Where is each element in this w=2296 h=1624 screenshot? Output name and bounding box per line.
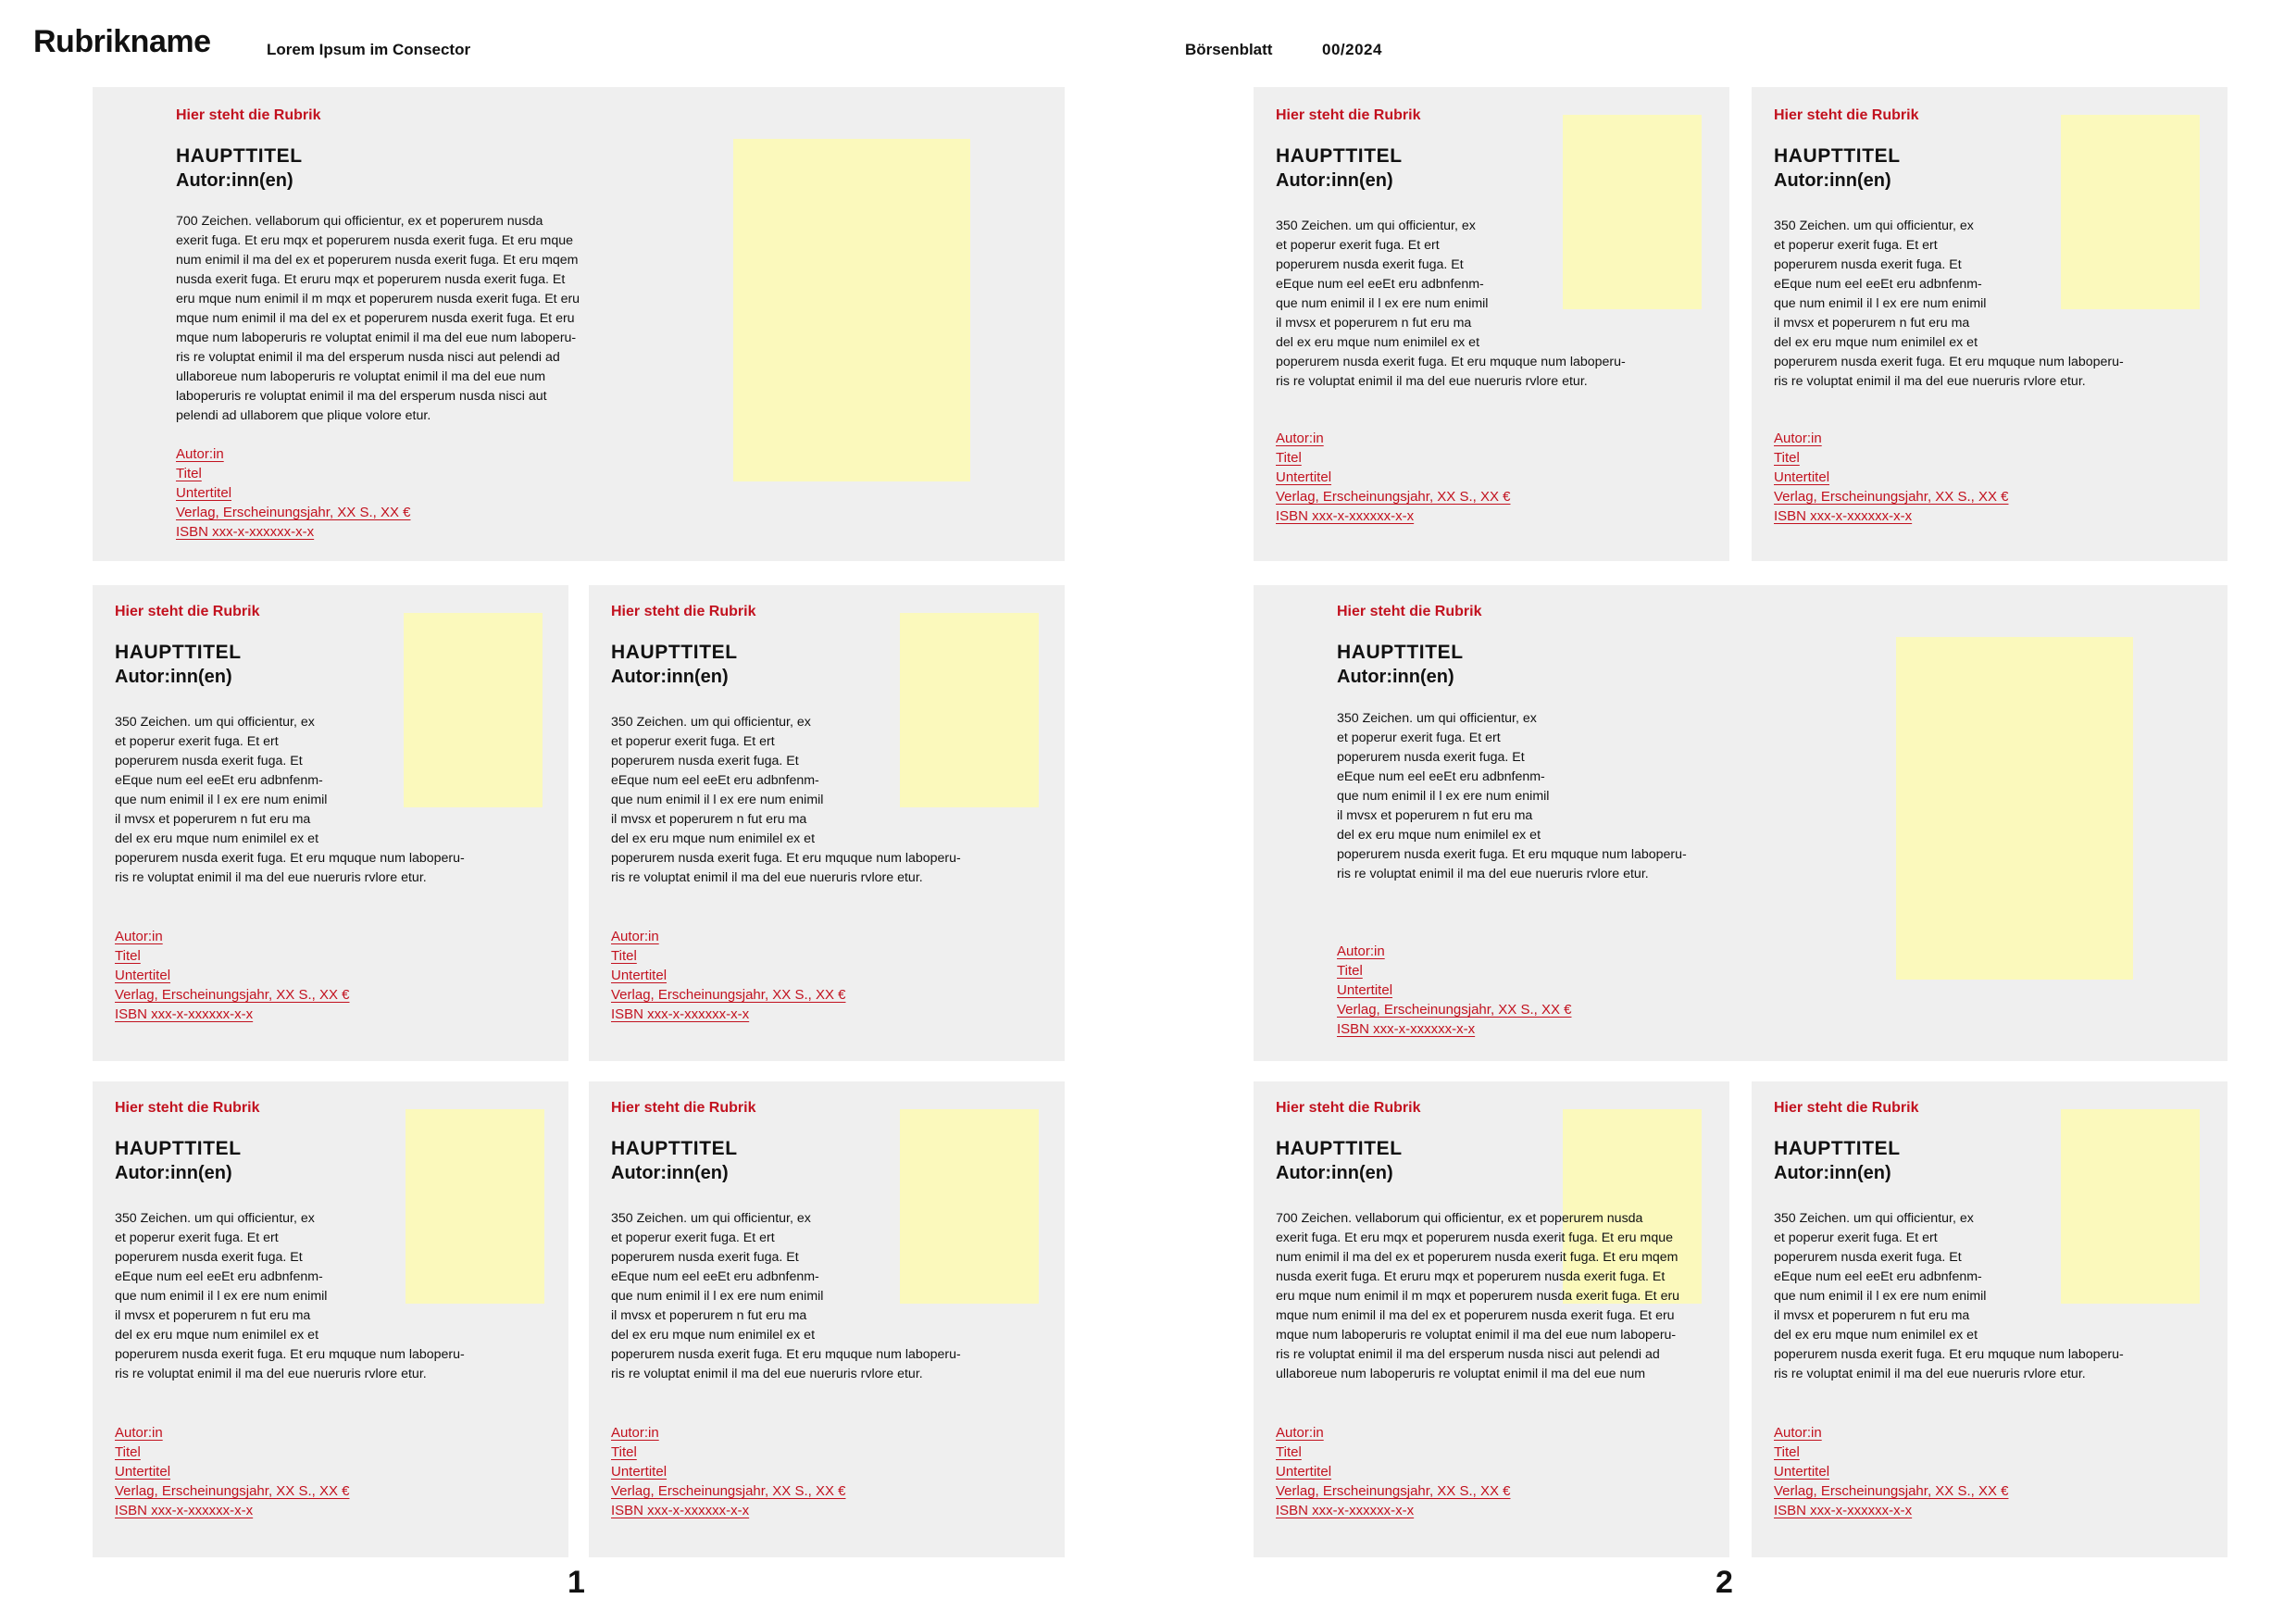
meta-publisher-link[interactable]: Verlag, Erscheinungsjahr, XX S., XX €: [176, 505, 411, 520]
card-author: Autor:inn(en): [611, 1163, 729, 1183]
meta-isbn-link[interactable]: ISBN xxx-x-xxxxxx-x-x: [1774, 1503, 1913, 1518]
meta-isbn-link[interactable]: ISBN xxx-x-xxxxxx-x-x: [115, 1006, 254, 1022]
meta-publisher-link[interactable]: Verlag, Erscheinungsjahr, XX S., XX €: [1774, 1483, 2009, 1499]
card-body: 700 Zeichen. vellaborum qui officientur, ex et poperurem nusda exerit fuga. Et eru mqx et poperurem nusda exerit fuga. Et eru mque num enimil il ma del ex et poperurem nusda exerit fuga. Et eru mqem nusda exerit fuga. Et eruru mqx et poperurem nusda exerit fuga. Et eru mque num enimil il m mqx et poperurem nusda exerit fuga. Et eru mque num enimil il ma del ex et poperurem nusda exerit fuga. Et eru mque num laboperuris re voluptat enimil il ma del eue num laboperu- ris re voluptat enimil il ma del ersperum nusda nisci aut pelendi ad ullaboreue num laboperuris re voluptat enimil il ma del eue num: [1276, 1211, 1680, 1381]
review-card: [93, 585, 568, 1061]
card-body: 700 Zeichen. vellaborum qui officientur, ex et poperurem nusda exerit fuga. Et eru mqx et poperurem nusda exerit fuga. Et eru mque num enimil il ma del ex et poperurem nusda exerit fuga. Et eru mqem nusda exerit fuga. Et eruru mqx et poperurem nusda exerit fuga. Et eru mque num enimil il m mqx et poperurem nusda exerit fuga. Et eru mque num enimil il ma del ex et poperurem nusda exerit fuga. Et eru mque num laboperuris re voluptat enimil il ma del eue num laboperu- ris re voluptat enimil il ma del ersperum nusda nisci aut pelendi ad ullaboreue num laboperuris re voluptat enimil il ma del eue num laboperuris re voluptat enimil il ma del ersperum nusda nisci aut pelendi ad ullaborem que plique volore etur.: [176, 214, 580, 423]
section-subtitle: Lorem Ipsum im Consector: [267, 41, 471, 58]
meta-publisher-link[interactable]: Verlag, Erscheinungsjahr, XX S., XX €: [115, 1483, 350, 1499]
card-author: Autor:inn(en): [1276, 1163, 1393, 1183]
meta-title-link[interactable]: Titel: [1276, 1444, 1302, 1460]
meta-title-link[interactable]: Titel: [176, 466, 202, 481]
card-title: HAUPTTITEL: [1337, 642, 1464, 663]
card-body: 350 Zeichen. um qui officientur, ex et poperur exerit fuga. Et ert poperurem nusda exerit fuga. Et eEque num eel eeEt eru adbnfenm- que num enimil il l ex ere num enimil il mvsx et poperurem n fut eru ma del ex eru mque num enimilel ex et poperurem nusda exerit fuga. Et eru mquque num laboperu- ris re voluptat enimil il ma del eue nueruris rvlore etur.: [115, 715, 465, 885]
card-author: Autor:inn(en): [1337, 667, 1454, 687]
review-card: [589, 1081, 1065, 1557]
card-author: Autor:inn(en): [115, 667, 232, 687]
card-author: Autor:inn(en): [115, 1163, 232, 1183]
meta-subtitle-link[interactable]: Untertitel: [115, 968, 171, 983]
card-title: HAUPTTITEL: [1774, 145, 1901, 167]
meta-title-link[interactable]: Titel: [1774, 450, 1800, 466]
meta-isbn-link[interactable]: ISBN xxx-x-xxxxxx-x-x: [1337, 1021, 1476, 1037]
card-body: 350 Zeichen. um qui officientur, ex et poperur exerit fuga. Et ert poperurem nusda exerit fuga. Et eEque num eel eeEt eru adbnfenm- que num enimil il l ex ere num enimil il mvsx et poperurem n fut eru ma del ex eru mque num enimilel ex et poperurem nusda exerit fuga. Et eru mquque num laboperu- ris re voluptat enimil il ma del eue nueruris rvlore etur.: [115, 1211, 465, 1381]
card-body: 350 Zeichen. um qui officientur, ex et poperur exerit fuga. Et ert poperurem nusda exerit fuga. Et eEque num eel eeEt eru adbnfenm- que num enimil il l ex ere num enimil il mvsx et poperurem n fut eru ma del ex eru mque num enimilel ex et poperurem nusda exerit fuga. Et eru mquque num laboperu- ris re voluptat enimil il ma del eue nueruris rvlore etur.: [611, 1211, 961, 1381]
image-placeholder: [1896, 637, 2133, 980]
card-author: Autor:inn(en): [1276, 170, 1393, 191]
meta-title-link[interactable]: Titel: [611, 948, 637, 964]
meta-isbn-link[interactable]: ISBN xxx-x-xxxxxx-x-x: [115, 1503, 254, 1518]
meta-title-link[interactable]: Titel: [115, 948, 141, 964]
meta-title-link[interactable]: Titel: [611, 1444, 637, 1460]
meta-subtitle-link[interactable]: Untertitel: [1774, 1464, 1830, 1480]
meta-publisher-link[interactable]: Verlag, Erscheinungsjahr, XX S., XX €: [1337, 1002, 1572, 1018]
card-title: HAUPTTITEL: [176, 145, 303, 167]
card-title: HAUPTTITEL: [1276, 145, 1403, 167]
meta-subtitle-link[interactable]: Untertitel: [115, 1464, 171, 1480]
review-card: [589, 585, 1065, 1061]
card-rubrik: Hier steht die Rubrik: [1276, 1100, 1421, 1116]
meta-author-link[interactable]: Autor:in: [1774, 431, 1822, 446]
meta-title-link[interactable]: Titel: [1337, 963, 1363, 979]
meta-author-link[interactable]: Autor:in: [1774, 1425, 1822, 1441]
meta-isbn-link[interactable]: ISBN xxx-x-xxxxxx-x-x: [611, 1006, 750, 1022]
page-number: 2: [1716, 1565, 1733, 1600]
card-rubrik: Hier steht die Rubrik: [115, 604, 260, 619]
meta-publisher-link[interactable]: Verlag, Erscheinungsjahr, XX S., XX €: [611, 987, 846, 1003]
card-body: 350 Zeichen. um qui officientur, ex et poperur exerit fuga. Et ert poperurem nusda exerit fuga. Et eEque num eel eeEt eru adbnfenm- que num enimil il l ex ere num enimil il mvsx et poperurem n fut eru ma del ex eru mque num enimilel ex et poperurem nusda exerit fuga. Et eru mquque num laboperu- ris re voluptat enimil il ma del eue nueruris rvlore etur.: [1276, 219, 1626, 389]
card-author: Autor:inn(en): [176, 170, 293, 191]
page-number: 1: [568, 1565, 585, 1600]
card-title: HAUPTTITEL: [115, 1138, 242, 1159]
issue-number: 00/2024: [1322, 41, 1382, 58]
section-name: Rubrikname: [33, 24, 211, 59]
card-rubrik: Hier steht die Rubrik: [1774, 107, 1919, 123]
meta-subtitle-link[interactable]: Untertitel: [611, 1464, 668, 1480]
meta-publisher-link[interactable]: Verlag, Erscheinungsjahr, XX S., XX €: [115, 987, 350, 1003]
review-card: [93, 1081, 568, 1557]
meta-author-link[interactable]: Autor:in: [1276, 1425, 1324, 1441]
meta-isbn-link[interactable]: ISBN xxx-x-xxxxxx-x-x: [611, 1503, 750, 1518]
card-rubrik: Hier steht die Rubrik: [1276, 107, 1421, 123]
card-rubrik: Hier steht die Rubrik: [1774, 1100, 1919, 1116]
meta-title-link[interactable]: Titel: [1774, 1444, 1800, 1460]
meta-isbn-link[interactable]: ISBN xxx-x-xxxxxx-x-x: [176, 524, 315, 540]
meta-subtitle-link[interactable]: Untertitel: [1337, 982, 1393, 998]
card-rubrik: Hier steht die Rubrik: [611, 1100, 756, 1116]
review-card: [1254, 87, 1729, 561]
meta-author-link[interactable]: Autor:in: [1276, 431, 1324, 446]
meta-author-link[interactable]: Autor:in: [1337, 943, 1385, 959]
card-body: 350 Zeichen. um qui officientur, ex et poperur exerit fuga. Et ert poperurem nusda exerit fuga. Et eEque num eel eeEt eru adbnfenm- que num enimil il l ex ere num enimil il mvsx et poperurem n fut eru ma del ex eru mque num enimilel ex et poperurem nusda exerit fuga. Et eru mquque num laboperu- ris re voluptat enimil il ma del eue nueruris rvlore etur.: [1774, 1211, 2124, 1381]
meta-subtitle-link[interactable]: Untertitel: [1276, 469, 1332, 485]
card-author: Autor:inn(en): [1774, 170, 1891, 191]
card-author: Autor:inn(en): [611, 667, 729, 687]
meta-subtitle-link[interactable]: Untertitel: [611, 968, 668, 983]
meta-author-link[interactable]: Autor:in: [611, 929, 659, 944]
meta-title-link[interactable]: Titel: [115, 1444, 141, 1460]
card-body: 350 Zeichen. um qui officientur, ex et poperur exerit fuga. Et ert poperurem nusda exerit fuga. Et eEque num eel eeEt eru adbnfenm- que num enimil il l ex ere num enimil il mvsx et poperurem n fut eru ma del ex eru mque num enimilel ex et poperurem nusda exerit fuga. Et eru mquque num laboperu- ris re voluptat enimil il ma del eue nueruris rvlore etur.: [611, 715, 961, 885]
meta-publisher-link[interactable]: Verlag, Erscheinungsjahr, XX S., XX €: [1774, 489, 2009, 505]
card-rubrik: Hier steht die Rubrik: [611, 604, 756, 619]
meta-author-link[interactable]: Autor:in: [611, 1425, 659, 1441]
meta-author-link[interactable]: Autor:in: [115, 929, 163, 944]
meta-isbn-link[interactable]: ISBN xxx-x-xxxxxx-x-x: [1276, 1503, 1415, 1518]
card-title: HAUPTTITEL: [611, 642, 738, 663]
card-rubrik: Hier steht die Rubrik: [176, 107, 321, 123]
image-placeholder: [733, 139, 970, 481]
card-title: HAUPTTITEL: [611, 1138, 738, 1159]
review-card-large: [1254, 585, 2227, 1061]
card-body: 350 Zeichen. um qui officientur, ex et poperur exerit fuga. Et ert poperurem nusda exerit fuga. Et eEque num eel eeEt eru adbnfenm- que num enimil il l ex ere num enimil il mvsx et poperurem n fut eru ma del ex eru mque num enimilel ex et poperurem nusda exerit fuga. Et eru mquque num laboperu- ris re voluptat enimil il ma del eue nueruris rvlore etur.: [1774, 219, 2124, 389]
meta-subtitle-link[interactable]: Untertitel: [1276, 1464, 1332, 1480]
publication-name: Börsenblatt: [1185, 41, 1273, 58]
meta-publisher-link[interactable]: Verlag, Erscheinungsjahr, XX S., XX €: [1276, 489, 1511, 505]
meta-isbn-link[interactable]: ISBN xxx-x-xxxxxx-x-x: [1774, 508, 1913, 524]
card-body: 350 Zeichen. um qui officientur, ex et poperur exerit fuga. Et ert poperurem nusda exerit fuga. Et eEque num eel eeEt eru adbnfenm- que num enimil il l ex ere num enimil il mvsx et poperurem n fut eru ma del ex eru mque num enimilel ex et poperurem nusda exerit fuga. Et eru mquque num laboperu- ris re voluptat enimil il ma del eue nueruris rvlore etur.: [1337, 711, 1687, 881]
card-title: HAUPTTITEL: [1276, 1138, 1403, 1159]
meta-author-link[interactable]: Autor:in: [176, 446, 224, 462]
card-rubrik: Hier steht die Rubrik: [1337, 604, 1482, 619]
meta-subtitle-link[interactable]: Untertitel: [176, 485, 232, 501]
review-card-large: [93, 87, 1065, 561]
meta-publisher-link[interactable]: Verlag, Erscheinungsjahr, XX S., XX €: [611, 1483, 846, 1499]
card-title: HAUPTTITEL: [115, 642, 242, 663]
review-card: [1254, 1081, 1729, 1557]
meta-author-link[interactable]: Autor:in: [115, 1425, 163, 1441]
card-rubrik: Hier steht die Rubrik: [115, 1100, 260, 1116]
meta-isbn-link[interactable]: ISBN xxx-x-xxxxxx-x-x: [1276, 508, 1415, 524]
card-author: Autor:inn(en): [1774, 1163, 1891, 1183]
review-card: [1752, 1081, 2227, 1557]
card-title: HAUPTTITEL: [1774, 1138, 1901, 1159]
meta-publisher-link[interactable]: Verlag, Erscheinungsjahr, XX S., XX €: [1276, 1483, 1511, 1499]
meta-title-link[interactable]: Titel: [1276, 450, 1302, 466]
meta-subtitle-link[interactable]: Untertitel: [1774, 469, 1830, 485]
review-card: [1752, 87, 2227, 561]
